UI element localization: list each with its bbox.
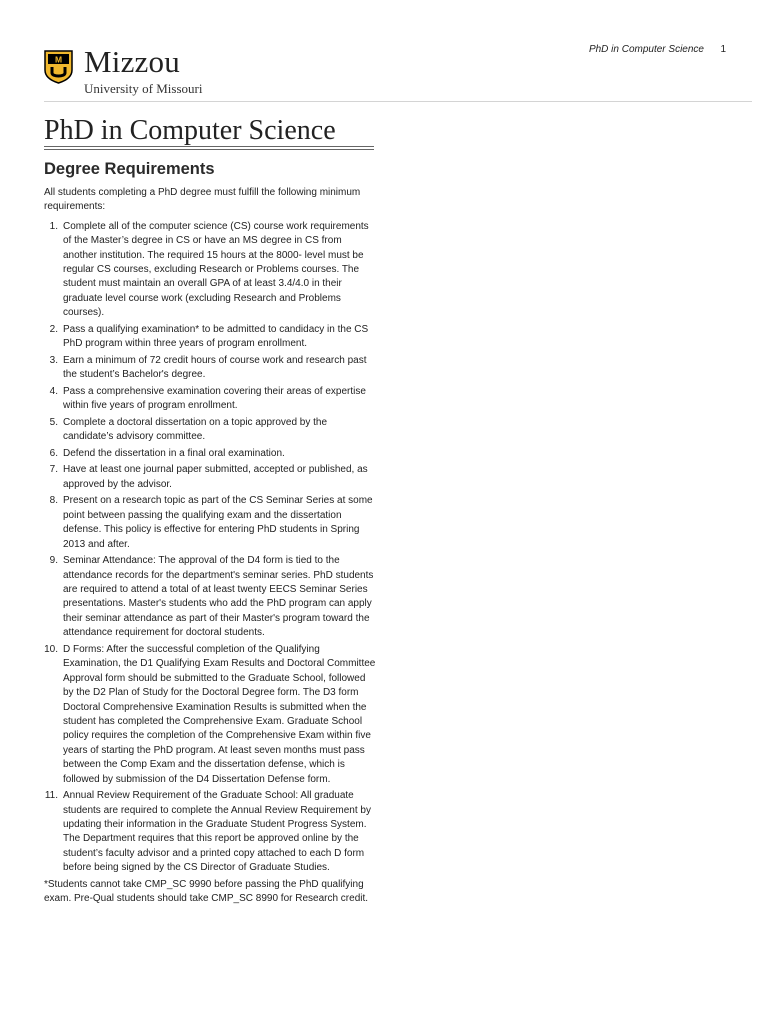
- list-item: [44, 220, 378, 321]
- footnote: *Students cannot take CMP_SC 9990 before passing the PhD qualifying exam. Pre-Qual students should take CMP_SC 8990 for Research credit.: [44, 878, 369, 905]
- requirements-content: [44, 186, 378, 907]
- list-item: [44, 463, 378, 492]
- list-item: [44, 554, 378, 640]
- list-item-text: Pass a comprehensive examination covering their areas of expertise within five years of program enrollment.: [63, 385, 366, 412]
- list-item-text: D Forms: After the successful completion of the Qualifying Examination, the D1 Qualifying Exam Results and Doctoral Committee Approval form should be submitted to the Graduate School, followed by the D2 Plan of Study for the Doctoral Degree form. The D3 form Doctoral Comprehensive Examination Results is submitted when the student has completed the Comprehensive Exam. Graduate School policy requires the completion of the Comprehensive Exam within five years of starting the PhD program. At least seven months must pass between the Comp Exam and the dissertation defense, which is followed by submission of the D4 Dissertation Defense form.: [63, 643, 376, 785]
- section-heading: Degree Requirements: [44, 160, 215, 178]
- list-item-number: 3.: [49, 354, 58, 366]
- header-divider: [44, 101, 752, 102]
- list-item: [44, 416, 378, 445]
- list-item-text: Have at least one journal paper submitted, accepted or published, as approved by the advisor.: [63, 464, 368, 490]
- list-item-number: 4.: [49, 385, 58, 397]
- page-number: 1: [720, 44, 726, 55]
- list-item-text: Pass a qualifying examination* to be admitted to candidacy in the CS PhD program within three years of program enrollment.: [63, 323, 369, 350]
- list-item-number: 5.: [49, 416, 58, 428]
- logo-subtitle: University of Missouri: [84, 81, 203, 96]
- page-title: PhD in Computer Science: [44, 115, 336, 146]
- list-item-text: Seminar Attendance: The approval of the D4 form is tied to the attendance records for the department's seminar series. PhD students are required to attend a total of at least twenty EECS Seminar Series presentations. Master's students who add the PhD program can apply their seminar attendance as part of their Master's program toward the attendance requirement for doctoral students.: [63, 555, 374, 639]
- tiger-shield-icon: [44, 50, 73, 84]
- list-item: [44, 643, 378, 787]
- list-item-number: 7.: [49, 464, 58, 476]
- title-underline: [44, 146, 374, 150]
- list-item-number: 10.: [44, 643, 58, 655]
- list-item-text: Defend the dissertation in a final oral examination.: [63, 447, 285, 459]
- list-item-text: Present on a research topic as part of the CS Seminar Series at some point between passing the qualifying exam and the dissertation defense. This policy is effective for entering PhD students in Spring 2013 and after.: [63, 495, 373, 550]
- list-item-number: 6.: [49, 447, 58, 459]
- svg-text:M: M: [54, 54, 63, 65]
- list-item-text: Earn a minimum of 72 credit hours of course work and research past the student’s Bachelor's degree.: [63, 354, 367, 381]
- list-item-text: Complete a doctoral dissertation on a topic approved by the candidate’s advisory committee.: [63, 416, 328, 443]
- list-item-number: 1.: [49, 220, 58, 232]
- list-item-number: 11.: [44, 790, 58, 802]
- list-item: [44, 354, 378, 383]
- list-item: [44, 789, 378, 875]
- list-item-number: 8.: [49, 495, 58, 507]
- list-item: [44, 323, 378, 352]
- running-header-title: PhD in Computer Science: [588, 44, 704, 55]
- logo-wordmark: Mizzou: [84, 44, 180, 79]
- list-item: [44, 494, 378, 552]
- list-item-number: 2.: [49, 323, 58, 335]
- requirements-list: [44, 220, 378, 876]
- intro-paragraph: All students completing a PhD degree must fulfill the following minimum requirements:: [44, 187, 361, 213]
- list-item-text: Complete all of the computer science (CS) course work requirements of the Master’s degree in CS or have an MS degree in CS from another institution. The required 15 hours at the 8000- level must be regular CS courses, excluding Research or Problems courses. The student must maintain an overall GPA of at least 3.4/4.0 in their graduate level course work (excluding Research and Problems courses).: [63, 220, 369, 319]
- list-item: [44, 447, 378, 461]
- list-item: [44, 385, 378, 414]
- list-item-text: Annual Review Requirement of the Graduate School: All graduate students are required to complete the Annual Review Requirement by updating their information in the Graduate Student Progress System. The Department requires that this report be approved online by the student’s faculty advisor and a printed copy attached to each D form before being signed by the CS Director of Graduate Studies.: [63, 790, 371, 874]
- mizzou-logo: [44, 46, 202, 97]
- list-item-number: 9.: [49, 555, 58, 567]
